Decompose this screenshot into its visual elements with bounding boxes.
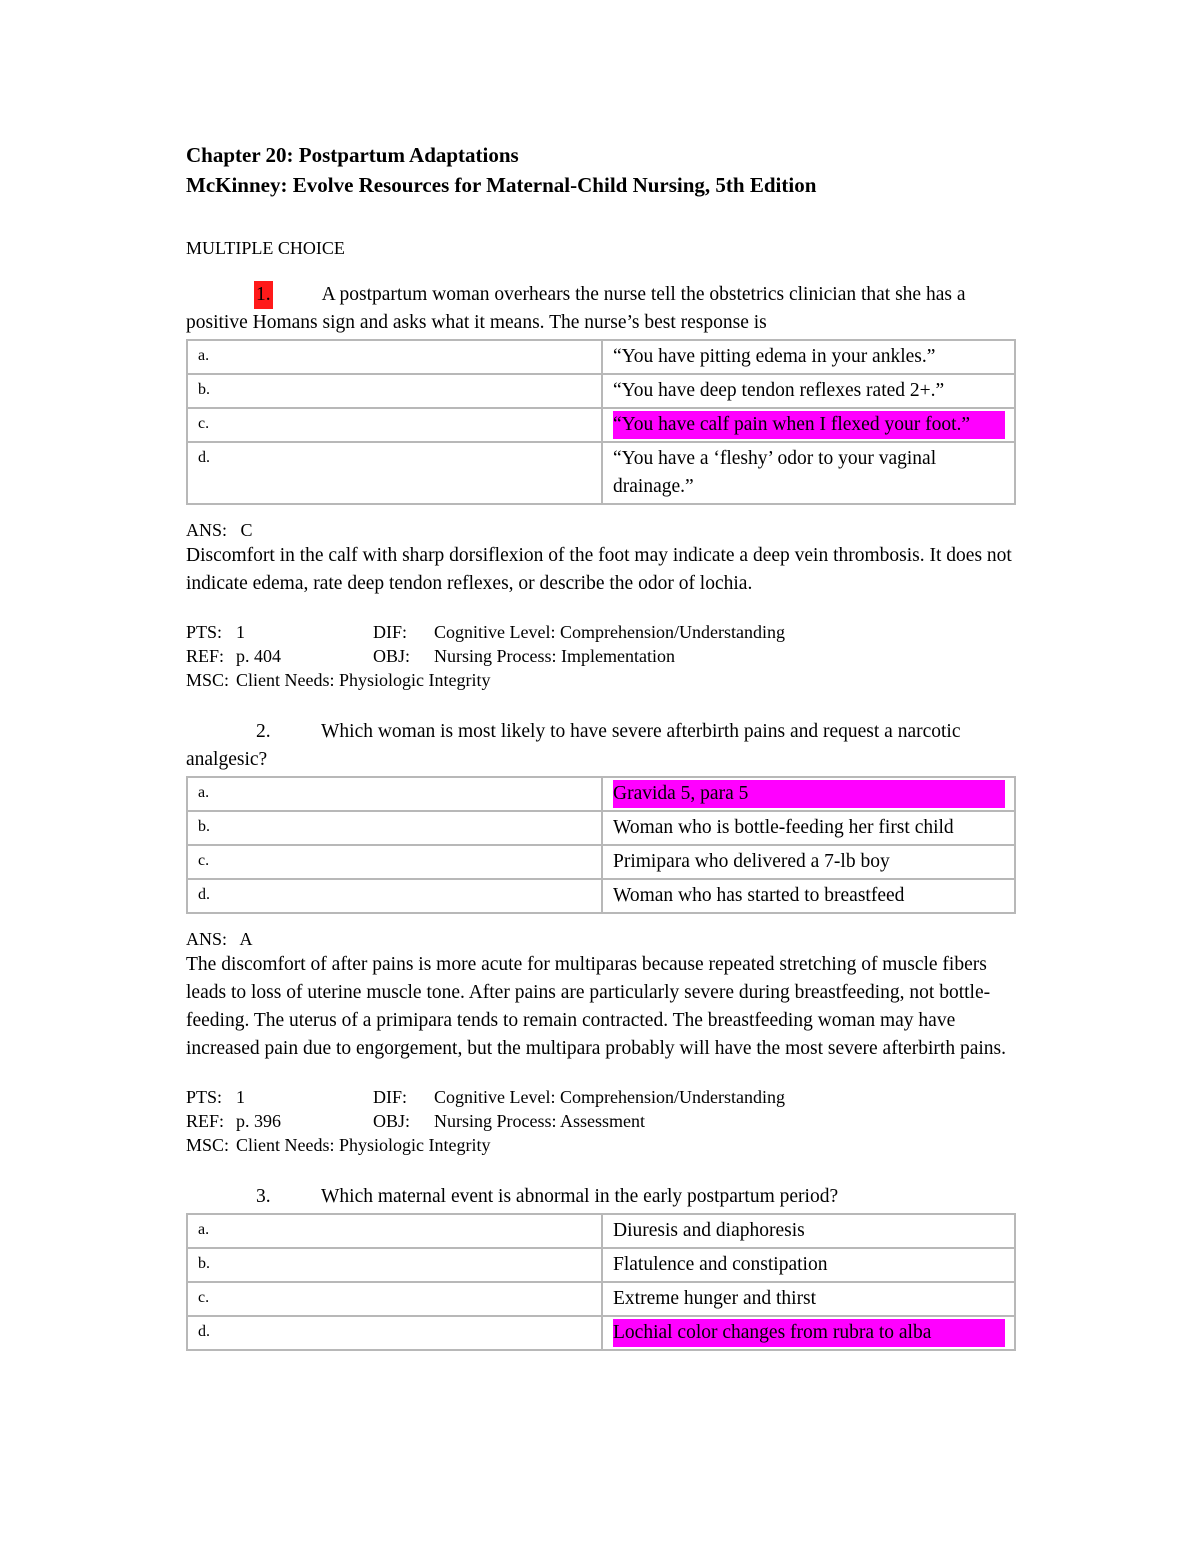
choice-row[interactable] [187,1282,1015,1316]
choice-text: Primipara who delivered a 7-lb boy [602,845,1015,879]
question-metadata [186,620,1016,692]
question-number: 3. [256,1186,271,1207]
choice-text: Diuresis and diaphoresis [602,1214,1015,1248]
choice-text: Flatulence and constipation [602,1248,1015,1282]
msc-label: MSC: [186,1135,230,1155]
choice-text: Woman who is bottle-feeding her first child [602,811,1015,845]
obj-value: Nursing Process: Assessment [434,1111,645,1131]
ref-label: REF: [186,646,225,666]
msc-label: MSC: [186,670,230,690]
choice-text: “You have deep tendon reflexes rated 2+.” [602,374,1015,408]
choice-letter: d. [187,442,602,504]
dif-value: Cognitive Level: Comprehension/Understanding [434,1087,785,1107]
choice-row[interactable] [187,1248,1015,1282]
choice-text: Extreme hunger and thirst [602,1282,1015,1316]
question-1 [186,281,1016,692]
answer-value: C [240,520,253,540]
choice-row[interactable] [187,1214,1015,1248]
question-metadata [186,1085,1016,1157]
chapter-title: Chapter 20: Postpartum Adaptations [186,143,519,167]
choice-row[interactable] [187,1316,1015,1350]
dif-label: DIF: [373,1087,408,1107]
choice-letter: d. [187,1316,602,1350]
choice-text: “You have pitting edema in your ankles.” [602,340,1015,374]
question-text: A postpartum woman overhears the nurse tell the obstetrics clinician that she has a positive Homans sign and asks what it means. The nurse’s best response is [186,284,966,333]
pts-label: PTS: [186,1087,223,1107]
obj-label: OBJ: [373,1111,411,1131]
answer-line [186,518,1016,542]
choice-letter: b. [187,811,602,845]
msc-value: Client Needs: Physiologic Integrity [236,1135,491,1155]
question-stem [186,1183,1016,1211]
question-number: 2. [256,721,271,742]
book-title: McKinney: Evolve Resources for Maternal-Child Nursing, 5th Edition [186,173,817,197]
choice-row[interactable] [187,374,1015,408]
question-3 [186,1183,1016,1351]
correct-answer-highlight: Lochial color changes from rubra to alba [613,1319,1005,1347]
question-2 [186,718,1016,1157]
choice-row[interactable] [187,777,1015,811]
choice-letter: a. [187,777,602,811]
choice-letter: b. [187,1248,602,1282]
dif-label: DIF: [373,622,408,642]
choice-letter: b. [187,374,602,408]
rationale: Discomfort in the calf with sharp dorsiflexion of the foot may indicate a deep vein thrombosis. It does not indicate edema, rate deep tendon reflexes, or describe the odor of lochia. [186,545,1012,594]
choice-letter: a. [187,1214,602,1248]
ref-value: p. 396 [236,1111,281,1131]
document-page [186,140,1016,1351]
choices-table [186,339,1016,505]
answer-label: ANS: [186,520,228,540]
choice-row[interactable] [187,442,1015,504]
msc-value: Client Needs: Physiologic Integrity [236,670,491,690]
rationale: The discomfort of after pains is more acute for multiparas because repeated stretching of muscle fibers leads to loss of uterine muscle tone. After pains are particularly severe during breastfeeding, not bottle-feeding. The uterus of a primipara tends to remain contracted. The breastfeeding woman may have increased pain due to engorgement, but the multipara probably will have the most severe afterbirth pains. [186,954,1007,1059]
pts-value: 1 [236,1087,245,1107]
choice-row[interactable] [187,340,1015,374]
ref-value: p. 404 [236,646,281,666]
choices-table [186,776,1016,914]
choice-text-correct [602,408,1015,442]
choice-row[interactable] [187,811,1015,845]
question-text: Which woman is most likely to have severe afterbirth pains and request a narcotic analgesic? [186,721,961,770]
answer-line [186,927,1016,951]
section-heading: MULTIPLE CHOICE [186,238,345,258]
choices-table [186,1213,1016,1351]
choice-text-correct [602,777,1015,811]
choice-text-correct [602,1316,1015,1350]
choice-row[interactable] [187,879,1015,913]
choice-letter: c. [187,408,602,442]
ref-label: REF: [186,1111,225,1131]
pts-value: 1 [236,622,245,642]
question-stem [186,718,1016,774]
choice-row[interactable] [187,845,1015,879]
question-stem [186,281,1016,337]
choice-letter: d. [187,879,602,913]
correct-answer-highlight: Gravida 5, para 5 [613,780,1005,808]
choice-text: Woman who has started to breastfeed [602,879,1015,913]
choice-letter: c. [187,1282,602,1316]
answer-value: A [239,929,253,949]
obj-label: OBJ: [373,646,411,666]
correct-answer-highlight: “You have calf pain when I flexed your foot.” [613,411,1005,439]
dif-value: Cognitive Level: Comprehension/Understanding [434,622,785,642]
pts-label: PTS: [186,622,223,642]
obj-value: Nursing Process: Implementation [434,646,675,666]
answer-label: ANS: [186,929,228,949]
question-number: 1. [254,281,273,309]
choice-letter: a. [187,340,602,374]
choice-letter: c. [187,845,602,879]
choice-text: “You have a ‘fleshy’ odor to your vaginal drainage.” [602,442,1015,504]
question-text: Which maternal event is abnormal in the early postpartum period? [321,1186,839,1207]
choice-row[interactable] [187,408,1015,442]
